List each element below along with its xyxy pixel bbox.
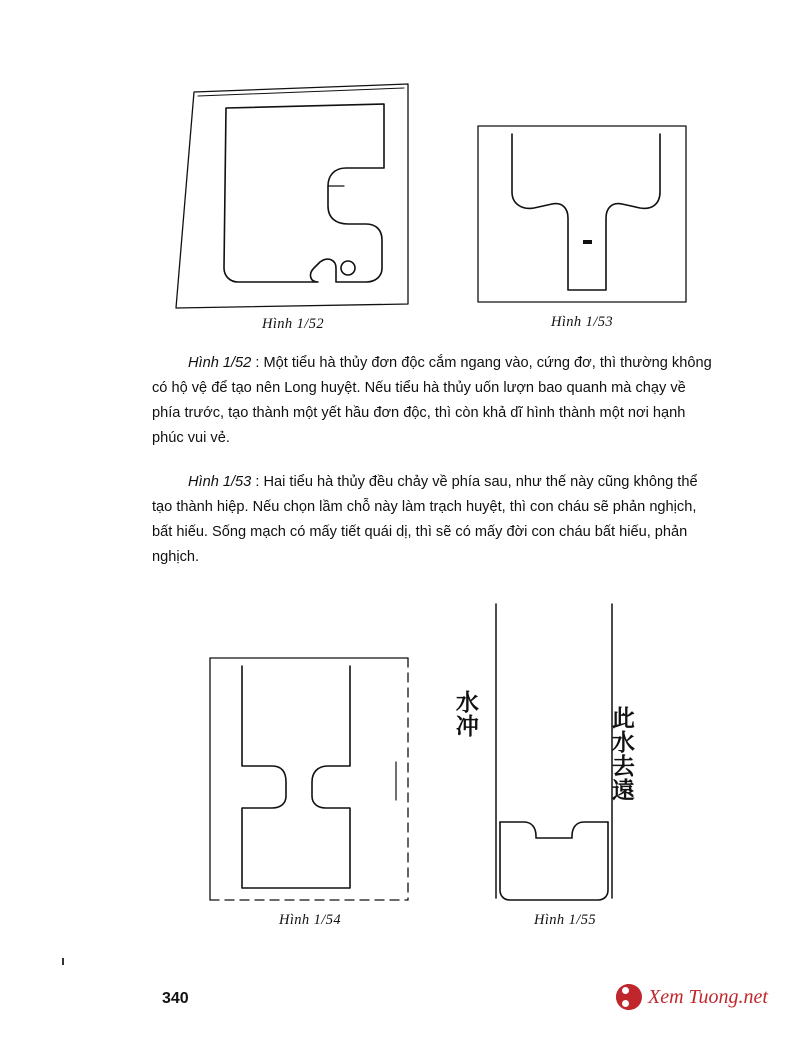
figure-1-55-drawing	[440, 600, 690, 908]
figure-1-55-caption: Hình 1/55	[533, 912, 596, 928]
figure-1-53	[468, 118, 696, 331]
figure-1-52	[168, 72, 418, 333]
yinyang-icon	[616, 984, 642, 1010]
paragraph-separator: :	[251, 354, 264, 371]
paragraph-text: Một tiểu hà thủy đơn độc cắm ngang vào, cứng đơ, thì thường không có hộ vệ để tạo nên Long huyệt. Nếu tiểu hà thủy uốn lượn bao quanh mà chạy về phía trước, tạo thành một yết hầu đơn độc, thì còn khả dĩ hình thành một nơi hạnh phúc vui vẻ.	[152, 354, 712, 446]
figure-1-52-caption: Hình 1/52	[261, 316, 324, 332]
annotation-cjk-left: 水冲	[451, 690, 478, 738]
paragraph-label: Hình 1/53	[188, 473, 252, 490]
margin-speck	[62, 958, 64, 965]
page-number: 340	[162, 990, 189, 1007]
figure-1-55	[440, 600, 690, 929]
figure-1-54	[200, 650, 420, 929]
figure-1-52-drawing	[168, 72, 418, 312]
figure-1-54-caption: Hình 1/54	[278, 912, 341, 928]
annotation-cjk-right: 此水去遠	[607, 706, 634, 802]
paragraph-figure-1-53	[152, 470, 712, 570]
paragraph-text: Hai tiểu hà thủy đều chảy về phía sau, như thế này cũng không thể tạo thành hiệp. Nếu chọn lầm chỗ này làm trạch huyệt, thì con cháu sẽ phản nghịch, bất hiếu. Sống mạch có mấy tiết quái dị, thì sẽ có mấy đời con cháu bất hiếu, phản nghịch.	[152, 473, 698, 565]
paragraph-figure-1-52	[152, 351, 712, 451]
watermark-text: Xem Tuong.net	[648, 985, 768, 1008]
paragraph-separator: :	[251, 473, 264, 490]
watermark	[616, 984, 768, 1010]
figure-1-53-caption: Hình 1/53	[550, 314, 613, 330]
paragraph-label: Hình 1/52	[188, 354, 252, 371]
figure-1-53-drawing	[468, 118, 696, 310]
figure-1-54-drawing	[200, 650, 420, 908]
